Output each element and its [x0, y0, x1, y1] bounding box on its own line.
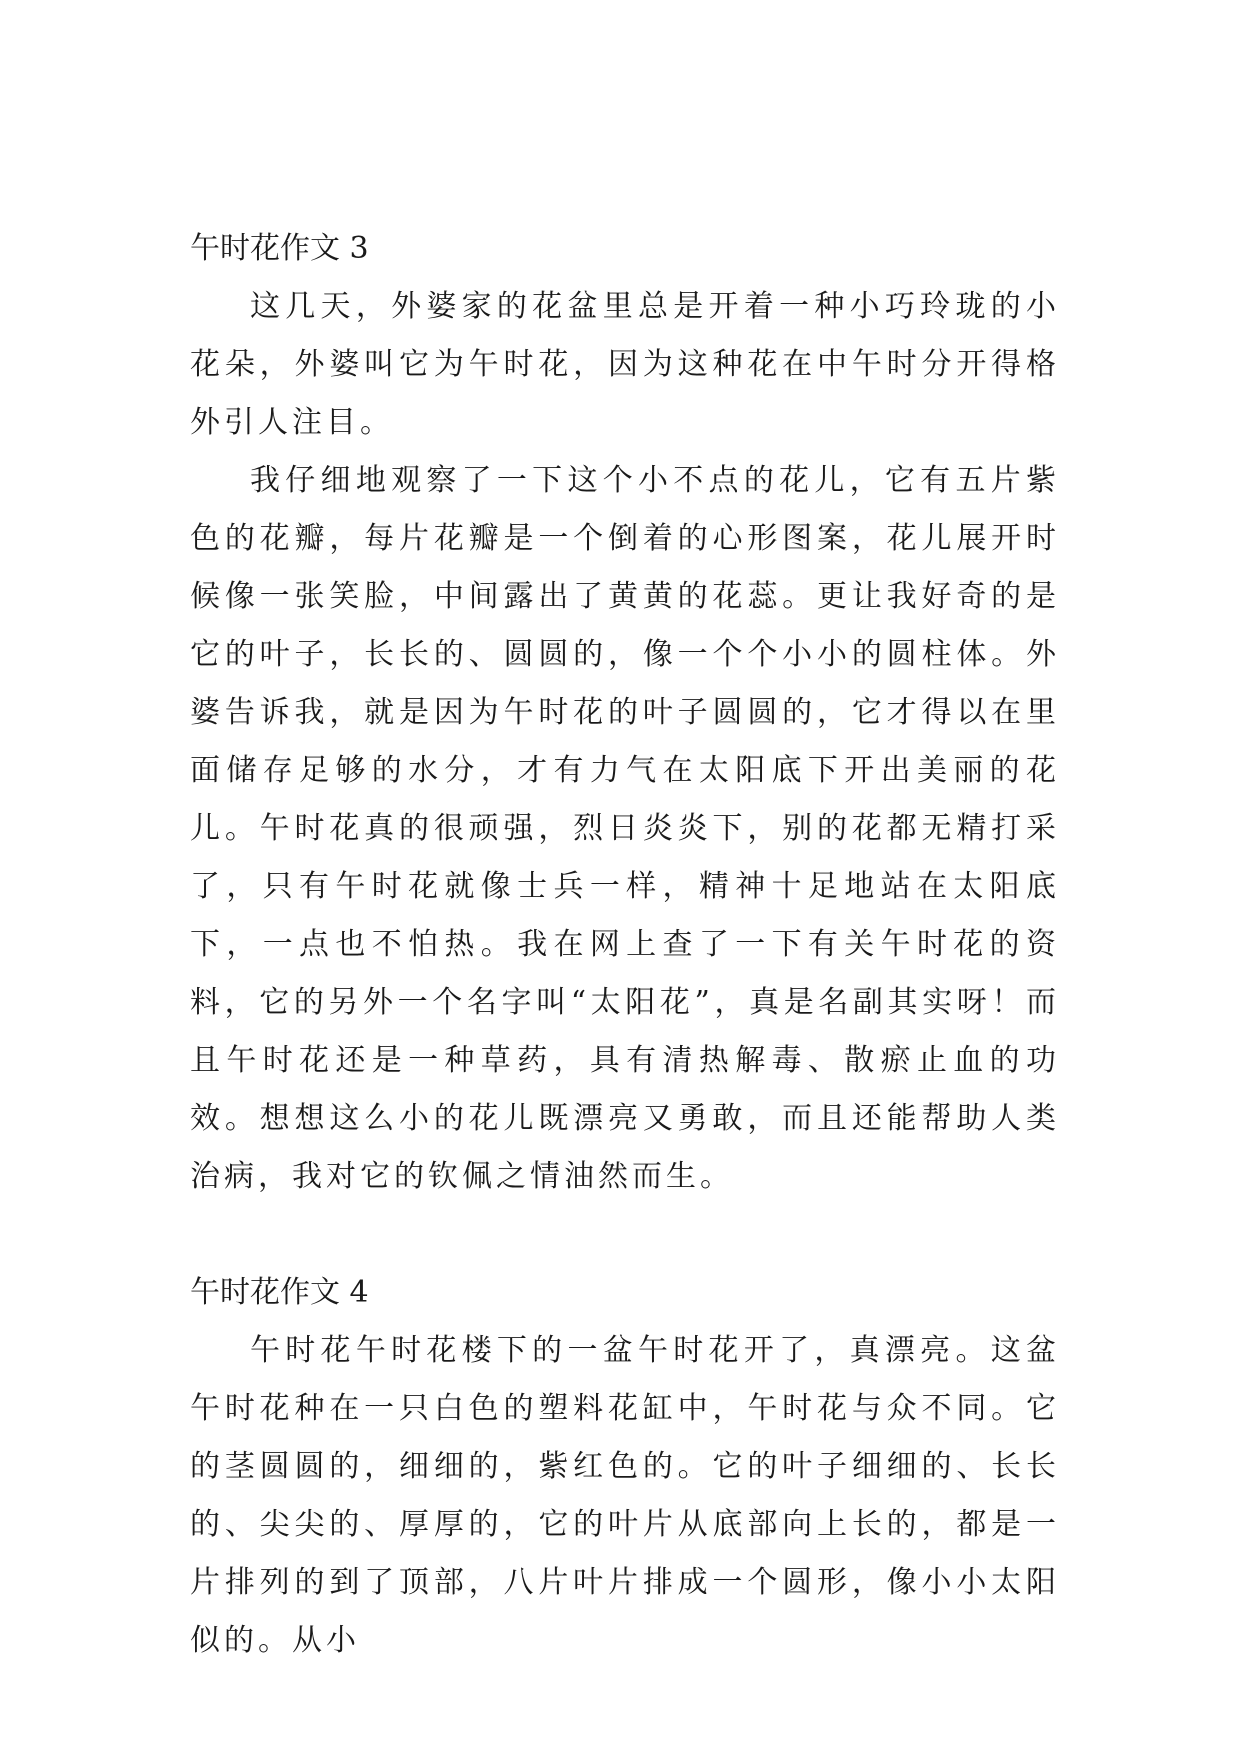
essay-section-4	[190, 1264, 1060, 1670]
paragraph: 我仔细地观察了一下这个小不点的花儿，它有五片紫色的花瓣，每片花瓣是一个倒着的心形图案，花儿展开时候像一张笑脸，中间露出了黄黄的花蕊。更让我好奇的是它的叶子，长长的、圆圆的，像一个个小小的圆柱体。外婆告诉我，就是因为午时花的叶子圆圆的，它才得以在里面储存足够的水分，才有力气在太阳底下开出美丽的花儿。午时花真的很顽强，烈日炎炎下，别的花都无精打采了，只有午时花就像士兵一样，精神十足地站在太阳底下，一点也不怕热。我在网上查了一下有关午时花的资料，它的另外一个名字叫“太阳花”，真是名副其实呀！而且午时花还是一种草药，具有清热解毒、散瘀止血的功效。想想这么小的花儿既漂亮又勇敢，而且还能帮助人类治病，我对它的钦佩之情油然而生。	[190, 463, 1060, 1194]
essay-section-3	[190, 220, 1060, 1206]
paragraph: 午时花午时花楼下的一盆午时花开了，真漂亮。这盆午时花种在一只白色的塑料花缸中，午时花与众不同。它的茎圆圆的，细细的，紫红色的。它的叶子细细的、长长的、尖尖的、厚厚的，它的叶片从底部向上长的，都是一片排列的到了顶部，八片叶片排成一个圆形，像小小太阳似的。从小	[190, 1333, 1060, 1658]
section-heading: 午时花作文 3	[190, 231, 369, 266]
document-body	[190, 220, 1060, 1670]
section-spacer	[190, 1206, 1060, 1264]
section-heading: 午时花作文 4	[190, 1275, 369, 1310]
paragraph: 这几天，外婆家的花盆里总是开着一种小巧玲珑的小花朵，外婆叫它为午时花，因为这种花在中午时分开得格外引人注目。	[190, 289, 1060, 440]
